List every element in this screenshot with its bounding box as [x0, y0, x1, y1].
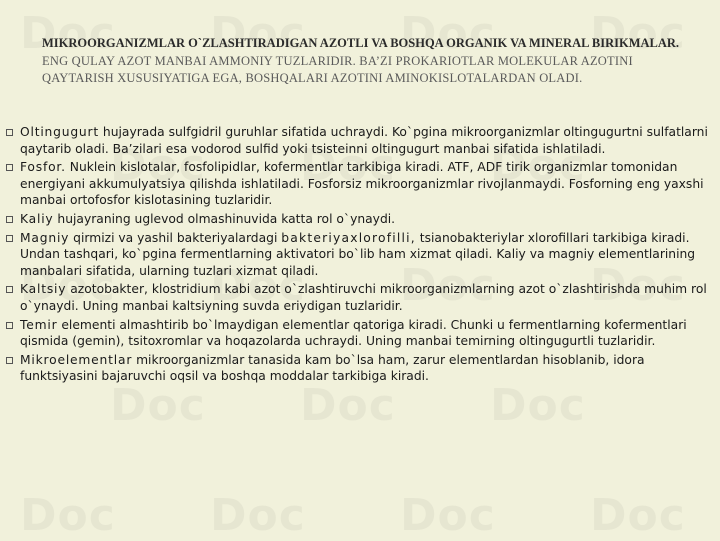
- list-item: [6, 124, 710, 157]
- bullet-text: azotobakter, klostridium kabi azot o`zlashtiruvchi mikroorganizmlarning azot o`zlashtirishda muhim rol o`ynaydi. Uning manbai kaltsiyning suvda eriydigan tuzlaridir.: [20, 282, 707, 313]
- bullet-lead: Oltingugurt: [20, 125, 100, 139]
- bullet-text: elementi almashtirib bo`lmaydigan elementlar qatoriga kiradi. Chunki u fermentlarning kofermentlari qismida (gemin), tsitoxromlar va hoqazolarda uchraydi. Uning manbai temirning oltingugurtli tuzlaridir.: [20, 317, 687, 349]
- square-bullet-icon: [6, 129, 13, 136]
- watermark-text: [400, 490, 496, 541]
- slide-title-rest: ENG QULAY AZOT MANBAI AMMONIY TUZLARIDIR. BA’ZI PROKARIOTLAR MOLEKULAR AZOTINI QAYTARISH XUSUSIYATIGA EGA, BOSHQALARI AZOTINI AMINOKISLOTALARDAN OLADI.: [42, 53, 633, 85]
- bullet-text: hujayrada sulfgidril guruhlar sifatida uchraydi. Ko`pgina mikroorganizmlar oltingugurtni sulfatlarni qaytarib oladi. Ba’zilari esa vodorod sulfid yoki tsisteinni oltingugurt manbai sifatida ishlatiladi.: [20, 125, 708, 156]
- watermark-text: [110, 380, 206, 431]
- square-bullet-icon: [6, 235, 13, 242]
- bullet-text: tsianobakteriylar xlorofillari tarkibiga kiradi. Undan tashqari, ko`pgina fermentlarning aktivatori bo`lib ham xizmat qiladi. Kaliy va magniy elementlarining manbalari sifatida, ularning tuzlari xizmat qiladi.: [20, 230, 696, 278]
- list-item: [6, 281, 710, 314]
- bullet-lead: Temir: [20, 317, 58, 332]
- square-bullet-icon: [6, 322, 13, 329]
- watermark-text: [590, 490, 686, 541]
- square-bullet-icon: [6, 216, 13, 223]
- bullet-text: mikroorganizmlar tanasida kam bo`lsa ham, zarur elementlardan hisoblanib, idora funktsiyasini bajaruvchi oqsil va boshqa moddalar tarkibiga kiradi.: [20, 352, 645, 384]
- watermark-text: [20, 490, 116, 541]
- square-bullet-icon: [6, 286, 13, 293]
- list-item: [6, 159, 710, 209]
- bullet-lead: Kaltsiy: [20, 282, 67, 297]
- bullet-text: Nuklein kislotalar, fosfolipidlar, kofermentlar tarkibiga kiradi. ATF, ADF tirik organizmlar tomonidan energiyani akkumulyatsiya qilishda ishlatiladi. Fosforsiz mikroorganizmlar rivojlanmaydi. Fosforning eng yaxshi manbai ortofosfor kislotasining tuzlaridir.: [20, 160, 704, 208]
- bullet-text-spaced: bakteriyaxlorofilli,: [281, 230, 416, 245]
- bullet-lead: Fosfor.: [20, 160, 66, 175]
- watermark-text: [210, 490, 306, 541]
- bullet-text: hujayraning uglevod olmashinuvida katta rol o`ynaydi.: [53, 211, 396, 226]
- list-item: [6, 211, 710, 228]
- bullet-lead: Mikroelementlar: [20, 352, 133, 367]
- slide-title-bold: MIKROORGANIZMLAR O`ZLASHTIRADIGAN AZOTLI VA BOSHQA ORGANIK VA MINERAL BIRIKMALAR.: [42, 36, 680, 50]
- bullet-lead: Magniy: [20, 230, 70, 245]
- slide-title: [42, 35, 702, 88]
- bullet-lead: Kaliy: [20, 211, 54, 226]
- list-item: [6, 317, 710, 350]
- list-item: [6, 352, 710, 385]
- square-bullet-icon: [6, 357, 13, 364]
- bullet-list: [6, 124, 710, 387]
- watermark-text: [300, 380, 396, 431]
- bullet-text: qirmizi va yashil bakteriyalardagi: [69, 230, 282, 245]
- square-bullet-icon: [6, 164, 13, 171]
- watermark-text: [490, 380, 586, 431]
- list-item: [6, 230, 710, 280]
